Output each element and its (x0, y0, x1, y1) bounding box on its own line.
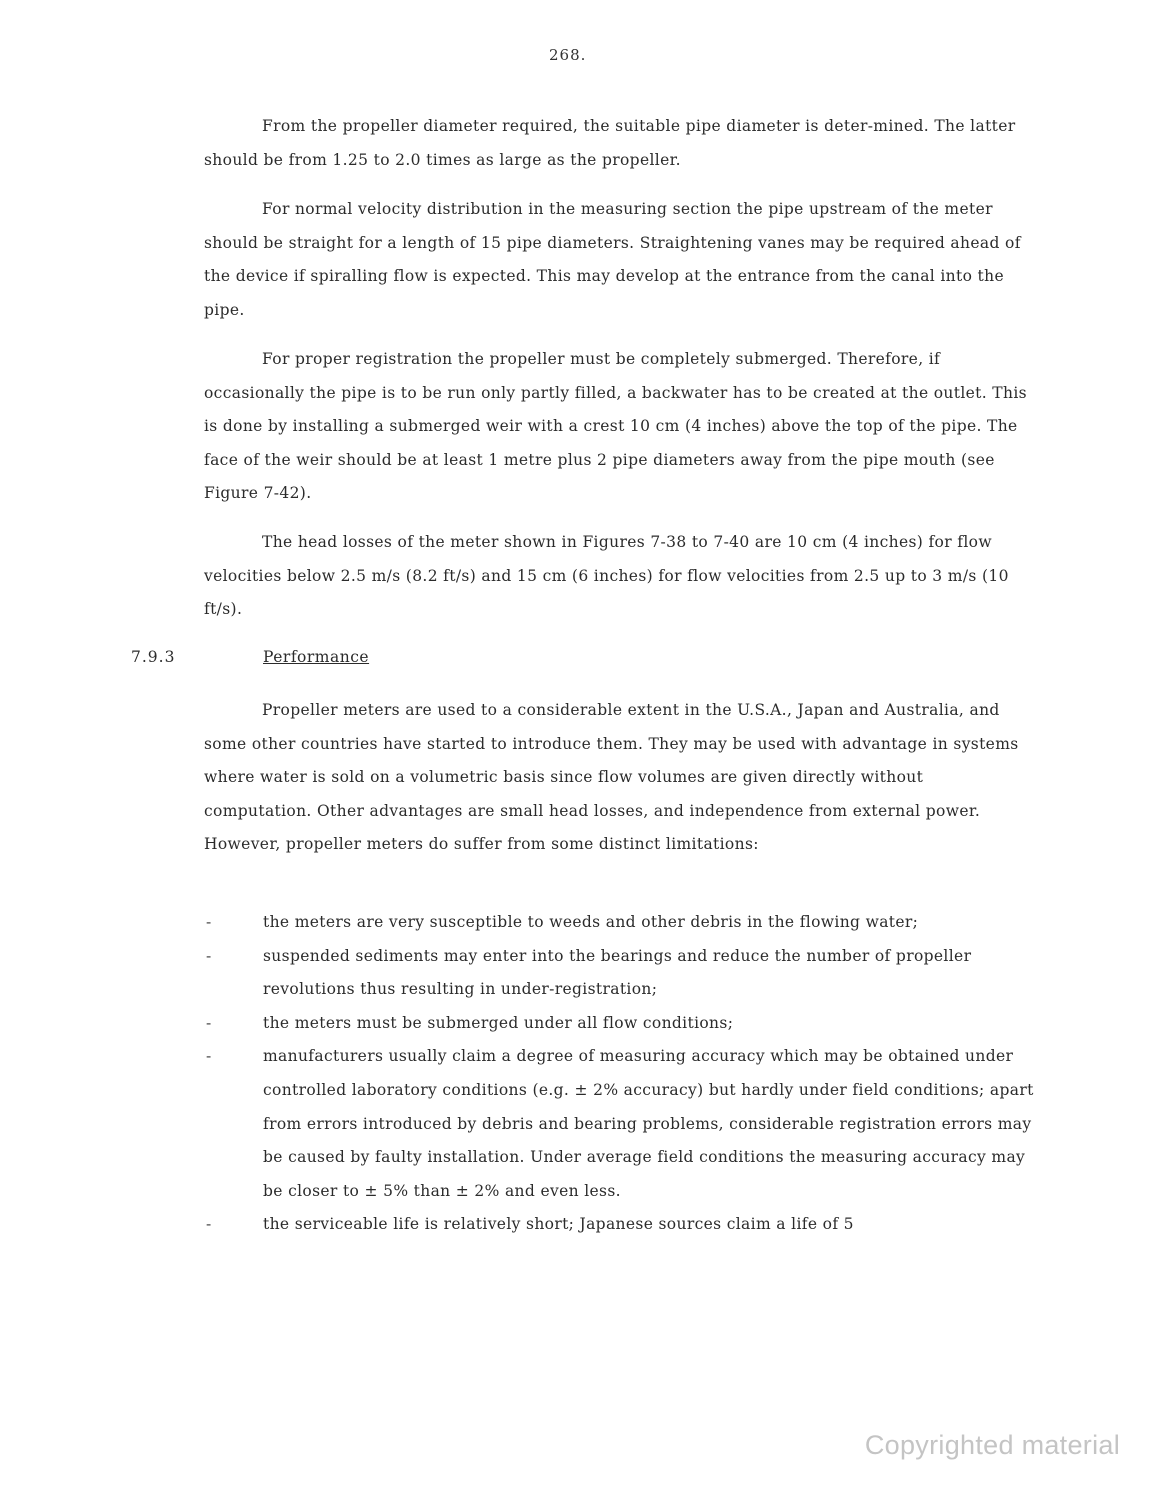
paragraph-text: For proper registration the propeller must be completely submerged. Therefore, if occasionally the pipe is to be run only partly filled, a backwater has to be created at the outlet. This is done by installing a submerged weir with a crest 10 cm (4 inches) above the top of the pipe. The face of the weir should be at least 1 metre plus 2 pipe diameters away from the pipe mouth (see Figure 7-42). (204, 350, 1027, 503)
section-heading: Performance (263, 648, 370, 666)
list-item (204, 1007, 1034, 1041)
paragraph-pipe-diameter (204, 110, 1034, 177)
bullet-marker: - (206, 1013, 212, 1032)
paragraph-text: For normal velocity distribution in the measuring section the pipe upstream of the meter should be straight for a length of 15 pipe diameters. Straightening vanes may be required ahead of the device if spiralling flow is expected. This may develop at the entrance from the canal into the pipe. (204, 200, 1021, 319)
bullet-marker: - (206, 1047, 212, 1066)
page-number: 268. (549, 46, 587, 64)
paragraph-head-losses (204, 526, 1034, 627)
paragraph-text: The head losses of the meter shown in Figures 7-38 to 7-40 are 10 cm (4 inches) for flow velocities below 2.5 m/s (8.2 ft/s) and 15 cm (6 inches) for flow velocities from 2.5 up to 3 m/s (10 ft/s). (204, 533, 1009, 619)
list-item-text: the meters are very susceptible to weeds and other debris in the flowing water; (263, 913, 919, 931)
list-item (204, 906, 1034, 940)
bullet-marker: - (206, 913, 212, 931)
paragraph-text: Propeller meters are used to a considerable extent in the U.S.A., Japan and Australia, and some other countries have started to introduce them. They may be used with advantage in systems where water is sold on a volumetric basis since flow volumes are given directly without computation. Other advantages are small head losses, and independence from external power. However, propeller meters do suffer from some distinct limitations: (204, 701, 1019, 854)
list-item-text: the meters must be submerged under all flow conditions; (263, 1013, 734, 1032)
list-item (204, 940, 1034, 1007)
list-item-text: the serviceable life is relatively short; Japanese sources claim a life of 5 (263, 1215, 854, 1234)
bullet-marker: - (206, 946, 212, 965)
paragraph-performance-intro (204, 694, 1034, 862)
paragraph-velocity-distribution (204, 193, 1034, 327)
copyright-watermark: Copyrighted material (864, 1430, 1120, 1460)
list-item-text: manufacturers usually claim a degree of measuring accuracy which may be obtained under controlled laboratory conditions (e.g. ± 2% accuracy) but hardly under field conditions; apart from errors introduced by debris and bearing problems, considerable registration errors may be caused by faulty installation. Under average field conditions the measuring accuracy may be closer to ± 5% than ± 2% and even less. (263, 1047, 1034, 1200)
list-item (204, 1040, 1034, 1208)
limitations-list (204, 906, 1034, 1242)
list-item (204, 1208, 1034, 1242)
paragraph-registration (204, 343, 1034, 511)
section-number: 7.9.3 (131, 648, 176, 666)
list-item-text: suspended sediments may enter into the bearings and reduce the number of propeller revolutions thus resulting in under-registration; (263, 946, 972, 999)
bullet-marker: - (206, 1215, 212, 1234)
paragraph-text: From the propeller diameter required, the suitable pipe diameter is deter-mined. The latter should be from 1.25 to 2.0 times as large as the propeller. (204, 117, 1016, 169)
